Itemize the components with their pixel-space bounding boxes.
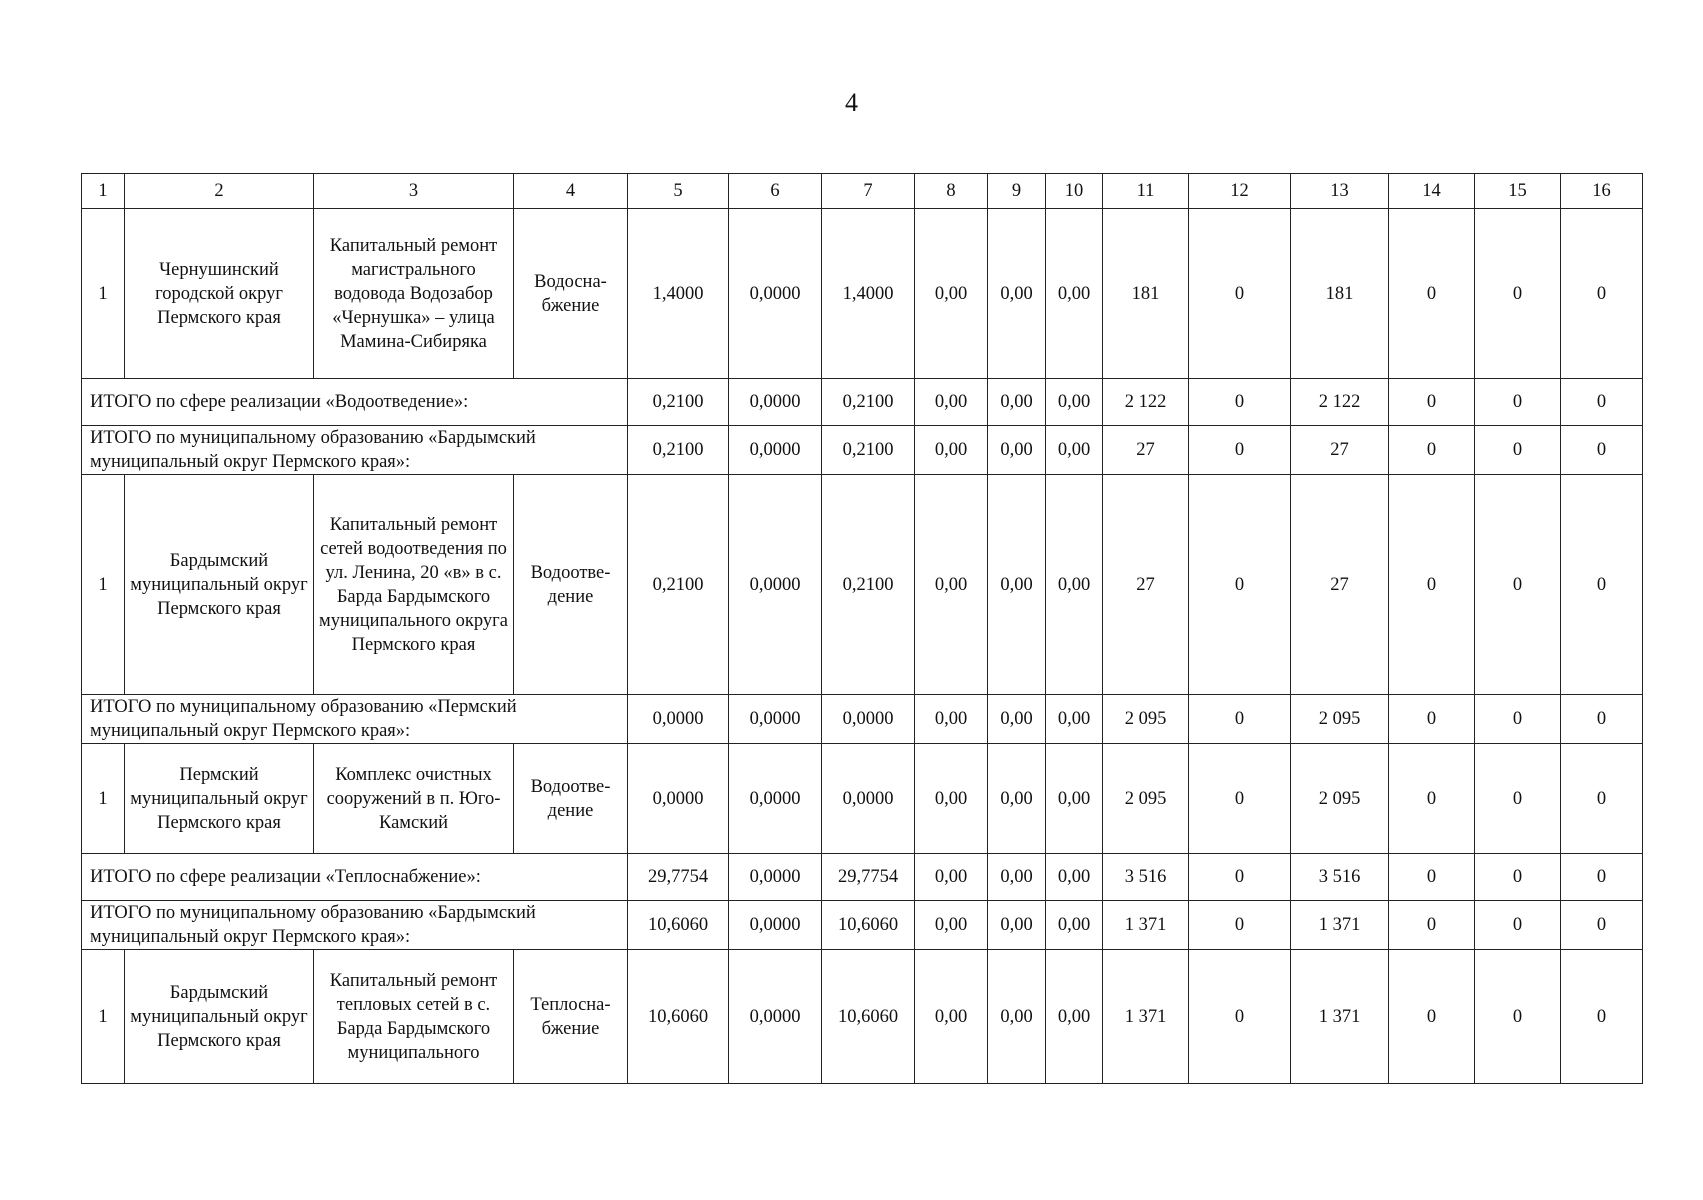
value-cell: 0 — [1389, 475, 1475, 695]
value-cell: 10,6060 — [628, 901, 729, 950]
value-cell: 0 — [1475, 744, 1561, 854]
column-number-header: 11 — [1103, 174, 1189, 209]
value-cell: 0,2100 — [628, 475, 729, 695]
value-cell: 0 — [1189, 901, 1291, 950]
column-number-header: 12 — [1189, 174, 1291, 209]
value-cell: 0,00 — [988, 695, 1046, 744]
column-number-header: 9 — [988, 174, 1046, 209]
value-cell: 1,4000 — [822, 209, 915, 379]
project-name-cell: Капитальный ремонт магистрального водовода Водозабор «Чернушка» – улица Мамина-Сибиряка — [314, 209, 514, 379]
value-cell: 0,0000 — [729, 744, 822, 854]
column-number-header: 1 — [82, 174, 125, 209]
value-cell: 0,00 — [988, 901, 1046, 950]
value-cell: 0,0000 — [822, 695, 915, 744]
value-cell: 0 — [1561, 475, 1643, 695]
value-cell: 0,2100 — [822, 379, 915, 426]
value-cell: 0 — [1389, 426, 1475, 475]
value-cell: 0 — [1475, 695, 1561, 744]
value-cell: 0 — [1189, 379, 1291, 426]
value-cell: 0 — [1189, 426, 1291, 475]
value-cell: 0 — [1475, 426, 1561, 475]
row-number-cell: 1 — [82, 475, 125, 695]
column-number-header: 7 — [822, 174, 915, 209]
value-cell: 0,00 — [988, 475, 1046, 695]
value-cell: 0,00 — [915, 426, 988, 475]
value-cell: 0,00 — [915, 695, 988, 744]
total-row — [82, 901, 1643, 950]
value-cell: 0 — [1189, 950, 1291, 1084]
row-number-cell: 1 — [82, 950, 125, 1084]
value-cell: 0,2100 — [822, 426, 915, 475]
total-label-cell: ИТОГО по сфере реализации «Теплоснабжение»: — [82, 854, 628, 901]
value-cell: 0,00 — [1046, 901, 1103, 950]
column-number-header: 13 — [1291, 174, 1389, 209]
row-number-cell: 1 — [82, 744, 125, 854]
value-cell: 0,0000 — [729, 950, 822, 1084]
total-label-cell: ИТОГО по муниципальному образованию «Бардымский муниципальный округ Пермского края»: — [82, 426, 628, 475]
budget-table — [81, 173, 1643, 1084]
column-number-row — [82, 174, 1643, 209]
column-number-header: 14 — [1389, 174, 1475, 209]
value-cell: 0,00 — [915, 950, 988, 1084]
column-number-header: 2 — [125, 174, 314, 209]
value-cell: 1 371 — [1103, 901, 1189, 950]
value-cell: 0 — [1561, 854, 1643, 901]
value-cell: 0 — [1189, 475, 1291, 695]
value-cell: 0,2100 — [628, 426, 729, 475]
municipality-cell: Бардымский муниципальный округ Пермского края — [125, 950, 314, 1084]
value-cell: 27 — [1291, 475, 1389, 695]
value-cell: 0,00 — [1046, 854, 1103, 901]
value-cell: 0 — [1389, 744, 1475, 854]
value-cell: 0 — [1389, 901, 1475, 950]
value-cell: 0 — [1561, 950, 1643, 1084]
value-cell: 0,00 — [1046, 209, 1103, 379]
value-cell: 29,7754 — [822, 854, 915, 901]
sphere-cell: Водоотве-дение — [514, 475, 628, 695]
value-cell: 0,00 — [1046, 950, 1103, 1084]
row-number-cell: 1 — [82, 209, 125, 379]
sphere-cell: Теплосна-бжение — [514, 950, 628, 1084]
column-number-header: 3 — [314, 174, 514, 209]
value-cell: 1,4000 — [628, 209, 729, 379]
total-row — [82, 695, 1643, 744]
total-row — [82, 426, 1643, 475]
column-number-header: 4 — [514, 174, 628, 209]
value-cell: 0,00 — [988, 209, 1046, 379]
municipality-cell: Пермский муниципальный округ Пермского края — [125, 744, 314, 854]
column-number-header: 5 — [628, 174, 729, 209]
value-cell: 181 — [1291, 209, 1389, 379]
value-cell: 10,6060 — [822, 950, 915, 1084]
value-cell: 0,00 — [1046, 475, 1103, 695]
value-cell: 0 — [1189, 695, 1291, 744]
value-cell: 0 — [1475, 901, 1561, 950]
value-cell: 1 371 — [1291, 950, 1389, 1084]
value-cell: 0,00 — [988, 426, 1046, 475]
value-cell: 0 — [1561, 426, 1643, 475]
value-cell: 0,0000 — [729, 695, 822, 744]
sphere-cell: Водоотве-дение — [514, 744, 628, 854]
value-cell: 0 — [1475, 379, 1561, 426]
value-cell: 0 — [1475, 950, 1561, 1084]
total-row — [82, 854, 1643, 901]
value-cell: 0,00 — [988, 854, 1046, 901]
value-cell: 27 — [1103, 426, 1189, 475]
value-cell: 0,00 — [1046, 379, 1103, 426]
value-cell: 27 — [1291, 426, 1389, 475]
column-number-header: 15 — [1475, 174, 1561, 209]
value-cell: 0 — [1389, 379, 1475, 426]
value-cell: 0,0000 — [729, 379, 822, 426]
total-label-cell: ИТОГО по муниципальному образованию «Пермский муниципальный округ Пермского края»: — [82, 695, 628, 744]
value-cell: 0,00 — [988, 950, 1046, 1084]
project-name-cell: Капитальный ремонт сетей водоотведения по ул. Ленина, 20 «в» в с. Барда Бардымского муниципального округа Пермского края — [314, 475, 514, 695]
table-row — [82, 475, 1643, 695]
value-cell: 0,0000 — [729, 426, 822, 475]
table-row — [82, 744, 1643, 854]
value-cell: 0,00 — [915, 744, 988, 854]
value-cell: 0,0000 — [729, 901, 822, 950]
value-cell: 0,0000 — [729, 475, 822, 695]
municipality-cell: Бардымский муниципальный округ Пермского края — [125, 475, 314, 695]
value-cell: 2 095 — [1103, 744, 1189, 854]
value-cell: 2 122 — [1291, 379, 1389, 426]
value-cell: 0,0000 — [628, 695, 729, 744]
value-cell: 0 — [1475, 209, 1561, 379]
column-number-header: 16 — [1561, 174, 1643, 209]
table-row — [82, 950, 1643, 1084]
value-cell: 2 095 — [1291, 695, 1389, 744]
column-number-header: 10 — [1046, 174, 1103, 209]
value-cell: 2 095 — [1103, 695, 1189, 744]
value-cell: 0,00 — [1046, 744, 1103, 854]
value-cell: 3 516 — [1103, 854, 1189, 901]
value-cell: 0,00 — [988, 744, 1046, 854]
total-row — [82, 379, 1643, 426]
sphere-cell: Водосна-бжение — [514, 209, 628, 379]
value-cell: 0,0000 — [822, 744, 915, 854]
value-cell: 10,6060 — [822, 901, 915, 950]
value-cell: 0,00 — [915, 209, 988, 379]
value-cell: 10,6060 — [628, 950, 729, 1084]
project-name-cell: Капитальный ремонт тепловых сетей в с. Барда Бардымского муниципального — [314, 950, 514, 1084]
value-cell: 181 — [1103, 209, 1189, 379]
value-cell: 0,00 — [915, 475, 988, 695]
value-cell: 0 — [1389, 950, 1475, 1084]
value-cell: 0,0000 — [729, 854, 822, 901]
value-cell: 27 — [1103, 475, 1189, 695]
total-label-cell: ИТОГО по сфере реализации «Водоотведение»: — [82, 379, 628, 426]
value-cell: 0,0000 — [729, 209, 822, 379]
column-number-header: 8 — [915, 174, 988, 209]
value-cell: 0 — [1389, 854, 1475, 901]
value-cell: 0 — [1561, 379, 1643, 426]
column-number-header: 6 — [729, 174, 822, 209]
value-cell: 0 — [1475, 854, 1561, 901]
value-cell: 0,2100 — [628, 379, 729, 426]
value-cell: 0 — [1561, 901, 1643, 950]
value-cell: 0,00 — [915, 379, 988, 426]
total-label-cell: ИТОГО по муниципальному образованию «Бардымский муниципальный округ Пермского края»: — [82, 901, 628, 950]
value-cell: 0,2100 — [822, 475, 915, 695]
value-cell: 0,00 — [1046, 426, 1103, 475]
table-row — [82, 209, 1643, 379]
value-cell: 1 371 — [1291, 901, 1389, 950]
value-cell: 29,7754 — [628, 854, 729, 901]
value-cell: 0 — [1189, 854, 1291, 901]
value-cell: 1 371 — [1103, 950, 1189, 1084]
value-cell: 0 — [1561, 695, 1643, 744]
value-cell: 0,00 — [915, 901, 988, 950]
value-cell: 0,00 — [915, 854, 988, 901]
value-cell: 0 — [1561, 744, 1643, 854]
value-cell: 0 — [1189, 744, 1291, 854]
value-cell: 0,00 — [988, 379, 1046, 426]
project-name-cell: Комплекс очистных сооружений в п. Юго-Камский — [314, 744, 514, 854]
page-number: 4 — [845, 88, 858, 117]
value-cell: 2 122 — [1103, 379, 1189, 426]
value-cell: 0 — [1475, 475, 1561, 695]
value-cell: 0 — [1561, 209, 1643, 379]
value-cell: 0 — [1389, 209, 1475, 379]
value-cell: 0,0000 — [628, 744, 729, 854]
value-cell: 0,00 — [1046, 695, 1103, 744]
value-cell: 0 — [1189, 209, 1291, 379]
value-cell: 0 — [1389, 695, 1475, 744]
municipality-cell: Чернушинский городской округ Пермского края — [125, 209, 314, 379]
value-cell: 3 516 — [1291, 854, 1389, 901]
value-cell: 2 095 — [1291, 744, 1389, 854]
